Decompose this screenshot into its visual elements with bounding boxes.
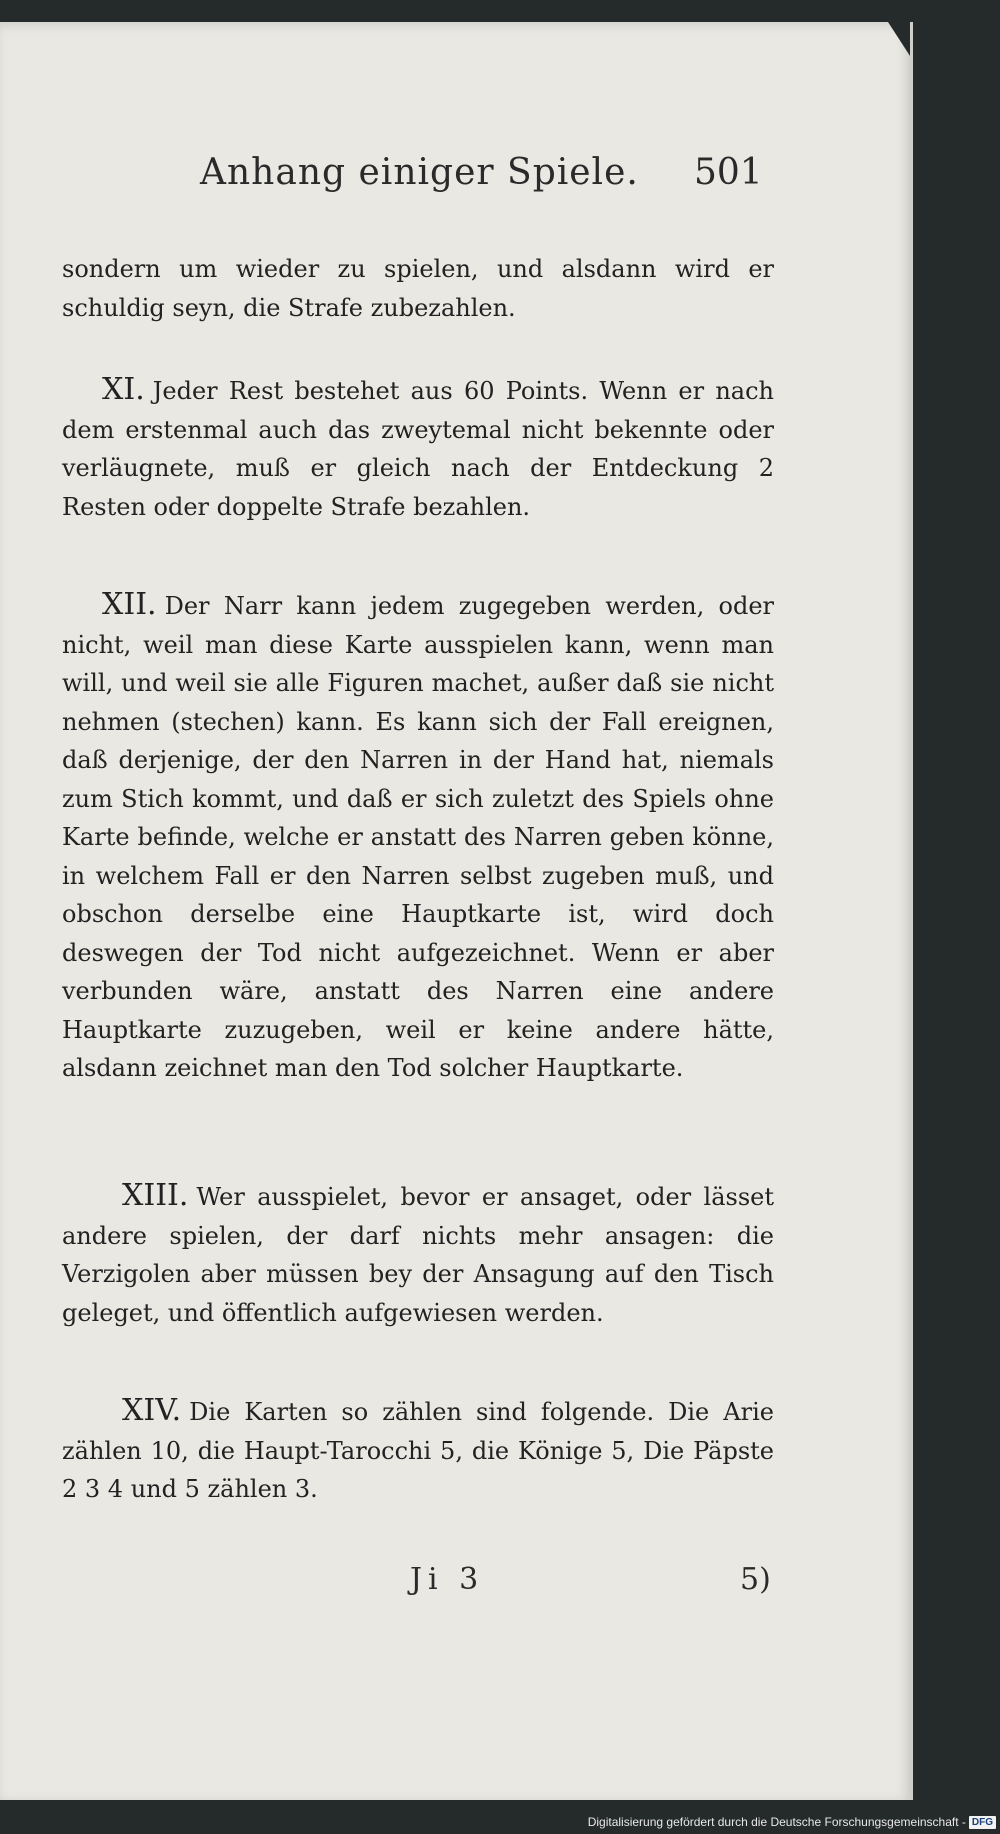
paragraph-xiii (62, 1177, 774, 1332)
paragraph-text: Der Narr kann jedem zugegeben werden, oder nicht, weil man diese Karte ausspielen kann, wenn man will, und weil sie alle Figuren machet, außer daß sie nicht nehmen (stechen) kann. Es kann sich der Fall ereignen, daß derjenige, der den Narren in der Hand hat, niemals zum Stich kommt, und daß er sich zuletzt des Spiels ohne Karte befinde, welche er anstatt des Narren geben könne, in welchem Fall er den Narren selbst zugeben muß, und obschon derselbe eine Hauptkarte ist, wird doch deswegen der Tod nicht aufgezeichnet. Wenn er aber verbunden wäre, anstatt des Narren eine andere Hauptkarte zuzugeben, weil er keine andere hätte, alsdann zeichnet man den Tod solcher Hauptkarte. (62, 592, 774, 1082)
catchword: 5) (740, 1562, 771, 1597)
paragraph-xii (62, 586, 774, 1088)
paragraph-xi (62, 371, 774, 526)
page-number: 501 (694, 152, 763, 193)
paragraph-text: Wer ausspielet, bevor er ansaget, oder lässet andere spielen, der darf nichts mehr ansagen: die Verzigolen aber müssen bey der Ansagung auf den Tisch geleget, und öffentlich aufgewiesen werden. (62, 1183, 774, 1327)
credit-text: Digitalisierung gefördert durch die Deutsche Forschungsgemeinschaft - (587, 1815, 966, 1829)
paragraph-text: sondern um wieder zu spielen, und alsdann wird er schuldig seyn, die Strafe zubezahlen. (62, 255, 774, 322)
paragraph-continuation (62, 250, 774, 327)
page-corner-fold (888, 22, 910, 56)
paragraph-numeral: XII. (102, 587, 157, 622)
paragraph-xiv (62, 1392, 774, 1509)
paragraph-numeral: XIV. (122, 1393, 182, 1428)
paragraph-text: Die Karten so zählen sind folgende. Die Arie zählen 10, die Haupt-Tarocchi 5, die Könige 5, Die Päpste 2 3 4 und 5 zählen 3. (62, 1398, 774, 1503)
dfg-logo: DFG (969, 1816, 996, 1829)
paragraph-numeral: XI. (102, 372, 145, 407)
signature-mark: Ji 3 (410, 1562, 485, 1597)
paragraph-numeral: XIII. (122, 1178, 189, 1213)
running-head: Anhang einiger Spiele. (200, 152, 639, 193)
digitization-credit (588, 1812, 996, 1832)
paragraph-text: Jeder Rest bestehet aus 60 Points. Wenn er nach dem erstenmal auch das zweytemal nicht bekennte oder verläugnete, muß er gleich nach der Entdeckung 2 Resten oder doppelte Strafe bezahlen. (62, 377, 774, 521)
book-page (0, 22, 913, 1800)
